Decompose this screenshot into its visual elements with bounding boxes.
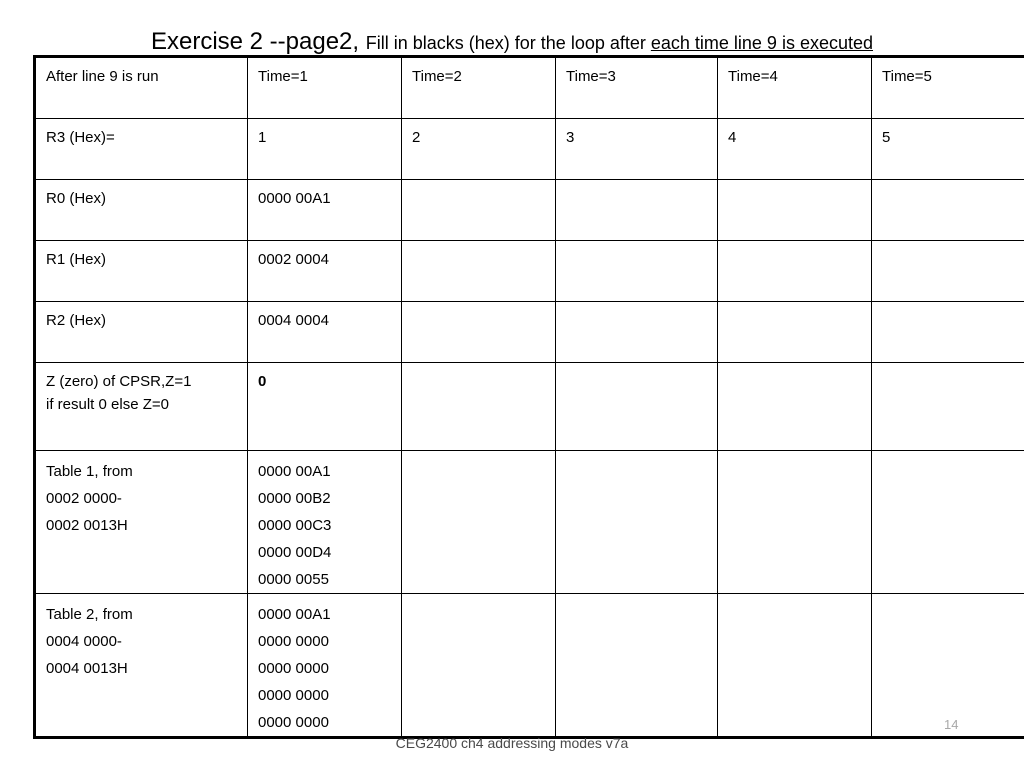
table2-label-line: 0004 0000-: [46, 633, 122, 650]
header-cell: Time=5: [872, 57, 1024, 119]
table1-label-line: 0002 0013H: [46, 517, 128, 534]
z-label-line2: if result 0 else Z=0: [46, 396, 169, 413]
r2-row: [35, 302, 1024, 363]
blank-cell[interactable]: [872, 363, 1024, 451]
blank-cell[interactable]: [718, 302, 872, 363]
blank-cell[interactable]: [872, 302, 1024, 363]
header-row: [35, 57, 1024, 119]
table1-row: [35, 451, 1024, 594]
table-cell: 1: [248, 119, 402, 180]
table-cell: [248, 451, 402, 594]
table-cell: 2: [402, 119, 556, 180]
title-sub: Fill in blacks (hex) for the loop after: [365, 33, 651, 53]
slide-footer: CEG2400 ch4 addressing modes v7a: [395, 735, 629, 751]
r3-row: [35, 119, 1024, 180]
table2-value: 0000 0000: [258, 687, 329, 704]
table1-value: 0000 00C3: [258, 517, 332, 534]
table2-value: 0000 0000: [258, 660, 329, 677]
blank-cell[interactable]: [718, 594, 872, 738]
r1-row: [35, 241, 1024, 302]
table1-value: 0000 0055: [258, 571, 329, 588]
table2-value: 0000 00A1: [258, 606, 331, 623]
slide-title: [0, 28, 1024, 56]
header-cell: Time=3: [556, 57, 718, 119]
blank-cell[interactable]: [556, 363, 718, 451]
table1-label-line: Table 1, from: [46, 463, 133, 480]
blank-cell[interactable]: [718, 451, 872, 594]
table-cell: 3: [556, 119, 718, 180]
blank-cell[interactable]: [402, 180, 556, 241]
blank-cell[interactable]: [556, 241, 718, 302]
z-flag-row: [35, 363, 1024, 451]
row-label: [35, 594, 248, 738]
blank-cell[interactable]: [872, 241, 1024, 302]
table2-row: [35, 594, 1024, 738]
table-cell: 5: [872, 119, 1024, 180]
blank-cell[interactable]: [718, 363, 872, 451]
blank-cell[interactable]: [718, 180, 872, 241]
row-label: R1 (Hex): [35, 241, 248, 302]
table-cell: 0: [248, 363, 402, 451]
table2-value: 0000 0000: [258, 714, 329, 731]
blank-cell[interactable]: [556, 302, 718, 363]
blank-cell[interactable]: [556, 594, 718, 738]
blank-cell[interactable]: [402, 302, 556, 363]
table1-value: 0000 00A1: [258, 463, 331, 480]
blank-cell[interactable]: [556, 180, 718, 241]
blank-cell[interactable]: [402, 363, 556, 451]
title-sub-underlined: each time line 9 is executed: [650, 33, 874, 53]
row-label: R3 (Hex)=: [35, 119, 248, 180]
table-cell: [248, 594, 402, 738]
r0-row: [35, 180, 1024, 241]
table2-value: 0000 0000: [258, 633, 329, 650]
table1-value: 0000 00B2: [258, 490, 331, 507]
row-label: R2 (Hex): [35, 302, 248, 363]
row-label: [35, 451, 248, 594]
header-cell: After line 9 is run: [35, 57, 248, 119]
header-cell: Time=2: [402, 57, 556, 119]
blank-cell[interactable]: [402, 451, 556, 594]
table1-label-line: 0002 0000-: [46, 490, 122, 507]
register-table: [33, 55, 1024, 739]
blank-cell[interactable]: [718, 241, 872, 302]
page-number: 14: [944, 717, 959, 732]
blank-cell[interactable]: [402, 594, 556, 738]
blank-cell[interactable]: [872, 594, 1024, 738]
blank-cell[interactable]: [872, 180, 1024, 241]
row-label: R0 (Hex): [35, 180, 248, 241]
table2-label-line: Table 2, from: [46, 606, 133, 623]
row-label: [35, 363, 248, 451]
blank-cell[interactable]: [402, 241, 556, 302]
table-cell: 4: [718, 119, 872, 180]
blank-cell[interactable]: [872, 451, 1024, 594]
blank-cell[interactable]: [556, 451, 718, 594]
z-label-line1: Z (zero) of CPSR,Z=1: [46, 373, 192, 390]
header-cell: Time=4: [718, 57, 872, 119]
table-cell: 0000 00A1: [248, 180, 402, 241]
table-cell: 0004 0004: [248, 302, 402, 363]
title-main: Exercise 2 --page2,: [150, 28, 366, 55]
table1-value: 0000 00D4: [258, 544, 332, 561]
table2-label-line: 0004 0013H: [46, 660, 128, 677]
table-cell: 0002 0004: [248, 241, 402, 302]
header-cell: Time=1: [248, 57, 402, 119]
